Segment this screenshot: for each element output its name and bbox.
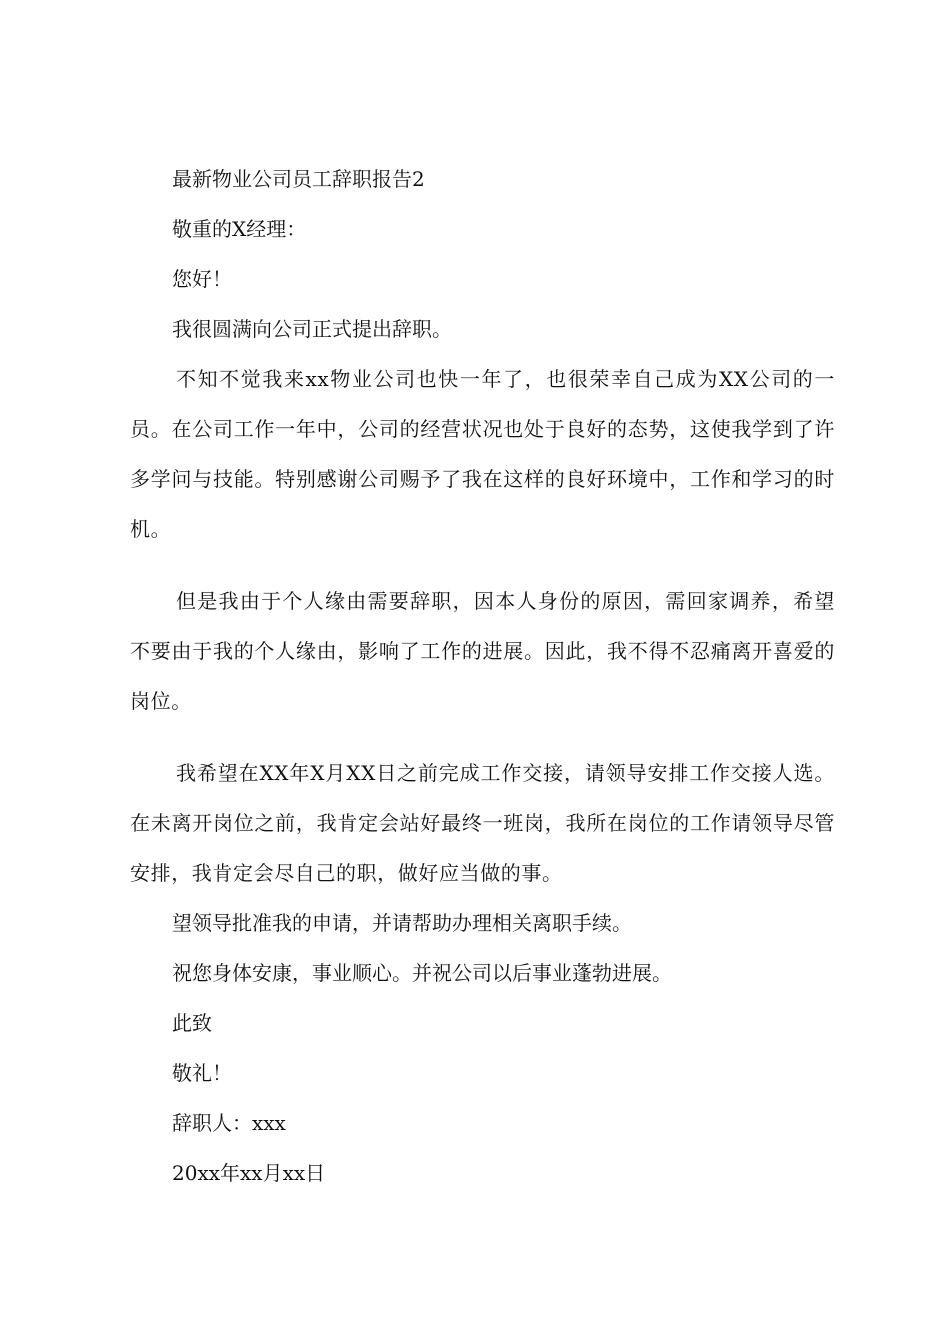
request-line: 望领导批准我的申请，并请帮助办理相关离职手续。: [172, 911, 632, 935]
closing-1: 此致: [172, 1011, 212, 1035]
signer: 辞职人：xxx: [172, 1111, 286, 1135]
wishes-line: 祝您身体安康，事业顺心。并祝公司以后事业蓬勃进展。: [172, 961, 672, 985]
intro-line: 我很圆满向公司正式提出辞职。: [172, 317, 452, 341]
salutation: 敬重的X经理：: [172, 217, 307, 241]
document-title: 最新物业公司员工辞职报告2: [172, 167, 425, 191]
date: 20xx年xx月xx日: [172, 1161, 326, 1185]
letter-body: [130, 165, 835, 1209]
greeting: 您好！: [172, 267, 232, 291]
paragraph-2: 但是我由于个人缘由需要辞职，因本人身份的原因，需回家调养，希望不要由于我的个人缘由，影响了工作的进展。因此，我不得不忍痛离开喜爱的岗位。: [130, 589, 835, 713]
paragraph-1: 不知不觉我来xx物业公司也快一年了，也很荣幸自己成为XX公司的一员。在公司工作一年中，公司的经营状况也处于良好的态势，这使我学到了许多学问与技能。特别感谢公司赐予了我在这样的良好环境中，工作和学习的时机。: [130, 367, 835, 541]
paragraph-3: 我希望在XX年X月XX日之前完成工作交接，请领导安排工作交接人选。在未离开岗位之前，我肯定会站好最终一班岗，我所在岗位的工作请领导尽管安排，我肯定会尽自己的职，做好应当做的事。: [130, 761, 835, 885]
closing-2: 敬礼！: [172, 1061, 232, 1085]
